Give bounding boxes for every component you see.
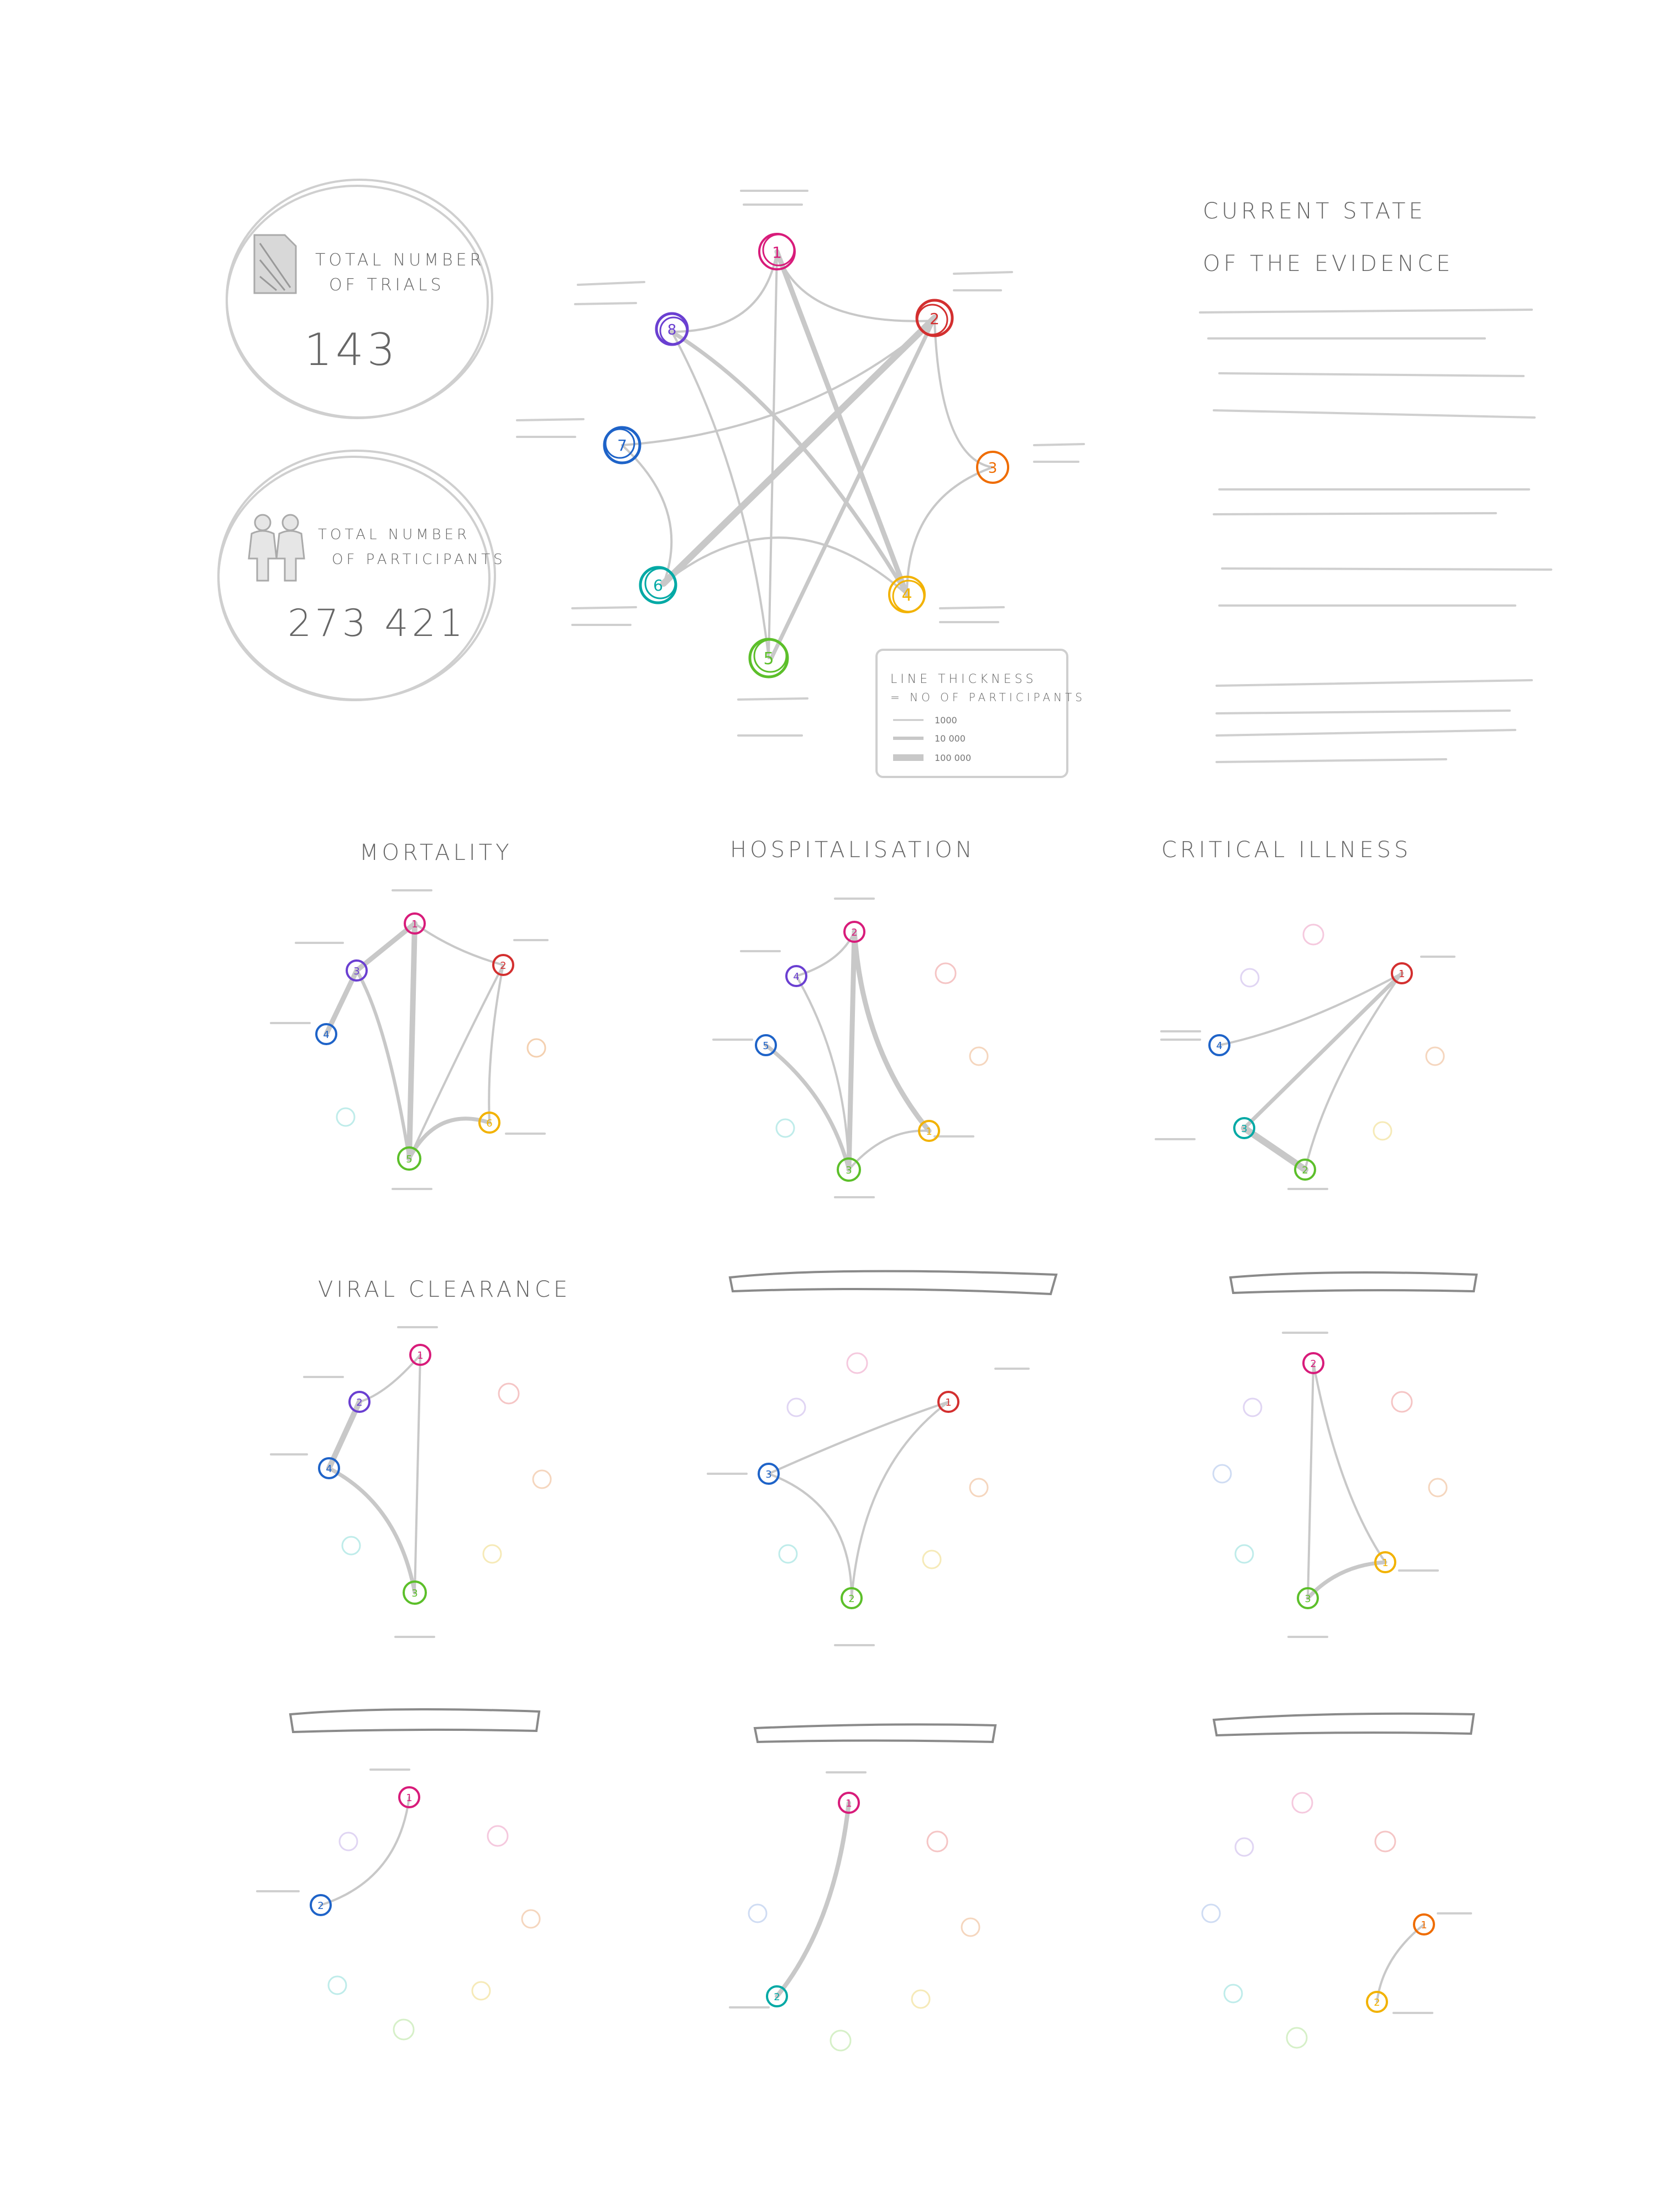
edge-2-3: [935, 321, 993, 467]
critical-illness-network: [1156, 837, 1454, 1189]
main-node-3[interactable]: [977, 452, 1008, 483]
document-icon: [254, 235, 296, 293]
mortality-node-4[interactable]: [316, 1024, 336, 1044]
evidence-title-2: OF THE EVIDENCE: [1203, 251, 1454, 276]
edge-2-7: [622, 321, 935, 445]
edge-1-5: [769, 252, 777, 658]
hospitalisation-node-1-label: 1: [926, 1126, 932, 1138]
outcome8-network: [730, 1724, 995, 2051]
hospitalisation-node-4-label: 4: [793, 971, 800, 983]
outcome5-node-2-label: 2: [848, 1593, 855, 1605]
trials-label-1: TOTAL NUMBER: [315, 251, 485, 270]
outcome8-labels: [730, 1772, 865, 2007]
mortality-node-1-label: 1: [411, 919, 418, 930]
people-icon: [249, 515, 304, 581]
outcome5-node-3-label: 3: [765, 1469, 772, 1480]
outcome9-node-2-label: 2: [1374, 1997, 1380, 2008]
viral-node-2-label: 2: [356, 1397, 363, 1408]
evidence-panel: [1200, 199, 1551, 762]
outcome9-title-placeholder: [1214, 1714, 1474, 1735]
legend-title-2: = NO OF PARTICIPANTS: [890, 691, 1086, 704]
legend: [877, 650, 1086, 777]
outcome6-title-placeholder: [1230, 1272, 1477, 1293]
viral-clearance-title: VIRAL CLEARANCE: [318, 1277, 571, 1302]
outcome7-node-2[interactable]: [311, 1895, 331, 1915]
main-node-2-label: 2: [930, 310, 940, 328]
hospitalisation-node-5-label: 5: [763, 1040, 769, 1052]
main-node-7-label: 7: [617, 436, 627, 455]
edge-1-8: [672, 252, 777, 332]
main-node-7[interactable]: [604, 427, 640, 463]
outcome9-node-1[interactable]: [1414, 1914, 1434, 1934]
outcome8-node-2-label: 2: [774, 1991, 780, 2003]
critical-node-2-label: 2: [1302, 1165, 1308, 1176]
mortality-node-3-label: 3: [353, 966, 360, 977]
critical-node-4-label: 4: [1216, 1040, 1223, 1052]
main-node-4-label: 4: [901, 586, 912, 605]
outcome8-node-1-label: 1: [846, 1798, 852, 1809]
trials-value: 143: [304, 324, 399, 375]
outcome5-title-placeholder: [730, 1271, 1056, 1294]
edge-3-4: [907, 467, 993, 594]
critical-node-3[interactable]: [1234, 1118, 1254, 1138]
outcome6-node-2-label: 2: [1310, 1358, 1317, 1370]
viral-node-4-label: 4: [326, 1463, 332, 1475]
outcome7-node-1-label: 1: [406, 1792, 413, 1804]
viral-clearance-network: [271, 1277, 571, 1637]
trials-label-2: OF TRIALS: [329, 275, 445, 295]
viral-node-1-label: 1: [417, 1350, 424, 1361]
outcome5-node-3[interactable]: [759, 1464, 779, 1484]
critical-node-1[interactable]: [1392, 963, 1412, 983]
hospitalisation-node-3-label: 3: [846, 1165, 852, 1176]
mortality-node-3[interactable]: [347, 961, 367, 980]
legend-item-1: 1000: [935, 715, 957, 726]
outcome7-labels: [257, 1770, 409, 1891]
critical-node-3-label: 3: [1241, 1123, 1248, 1135]
outcome6-node-3-label: 3: [1305, 1593, 1311, 1605]
hospitalisation-title: HOSPITALISATION: [730, 837, 975, 863]
outcome6-network: [1213, 1272, 1477, 1637]
participants-label-1: TOTAL NUMBER: [318, 526, 471, 543]
outcome5-labels: [708, 1369, 1029, 1645]
legend-item-2: 10 000: [935, 733, 966, 744]
critical-node-2[interactable]: [1295, 1160, 1315, 1180]
hospitalisation-network: [713, 837, 988, 1197]
legend-title-1: LINE THICKNESS: [890, 672, 1037, 686]
outcome5-node-1-label: 1: [945, 1397, 952, 1408]
critical-node-1-label: 1: [1399, 968, 1405, 980]
main-node-6[interactable]: [640, 567, 676, 603]
main-node-labels: [517, 191, 1084, 735]
hospitalisation-node-2-label: 2: [851, 927, 858, 938]
mortality-node-2[interactable]: [493, 955, 513, 975]
critical-illness-title: CRITICAL ILLNESS: [1161, 837, 1412, 863]
mortality-node-4-label: 4: [323, 1029, 330, 1041]
outcome6-labels: [1283, 1333, 1438, 1637]
outcome8-node-2[interactable]: [767, 1986, 787, 2006]
outcome9-network: [1202, 1714, 1474, 2048]
main-node-6-label: 6: [653, 576, 663, 594]
main-node-8-label: 8: [667, 322, 677, 338]
evidence-text-lines: [1200, 310, 1551, 762]
mortality-node-6-label: 6: [486, 1118, 493, 1129]
mortality-network: [271, 840, 547, 1189]
edge-2-5: [771, 318, 935, 658]
outcome5-network: [708, 1271, 1056, 1645]
trials-stat-card: [227, 180, 492, 418]
viral-node-2[interactable]: [349, 1392, 369, 1412]
outcome7-title-placeholder: [290, 1709, 539, 1732]
viral-node-4[interactable]: [319, 1458, 339, 1478]
hospitalisation-node-4[interactable]: [786, 966, 806, 986]
outcome9-node-1-label: 1: [1421, 1919, 1427, 1931]
outcome6-node-1-label: 1: [1382, 1557, 1389, 1569]
participants-stat-card: [218, 451, 506, 700]
main-node-3-label: 3: [988, 460, 998, 477]
viral-node-3-label: 3: [411, 1588, 418, 1599]
mortality-title: MORTALITY: [359, 840, 513, 865]
mortality-node-5-label: 5: [406, 1154, 413, 1165]
participants-value: 273 421: [288, 602, 467, 645]
outcome7-node-2-label: 2: [317, 1900, 324, 1912]
mortality-node-2-label: 2: [500, 960, 507, 972]
main-node-8[interactable]: [656, 314, 687, 345]
outcome7-network: [257, 1709, 540, 2039]
edge-2-6: [664, 318, 935, 583]
evidence-title-1: CURRENT STATE: [1203, 199, 1426, 224]
main-node-5-label: 5: [763, 649, 774, 669]
hospitalisation-node-5[interactable]: [756, 1035, 776, 1055]
critical-node-4[interactable]: [1209, 1035, 1229, 1055]
outcome8-title-placeholder: [755, 1724, 995, 1742]
participants-label-2: OF PARTICIPANTS: [332, 551, 506, 568]
edge-1-4: [777, 252, 907, 594]
outcome5-node-1[interactable]: [938, 1392, 958, 1412]
legend-item-3: 100 000: [935, 753, 972, 763]
edge-7-6: [622, 445, 671, 583]
critical-illness-labels: [1156, 957, 1454, 1189]
main-node-1-label: 1: [772, 243, 782, 262]
